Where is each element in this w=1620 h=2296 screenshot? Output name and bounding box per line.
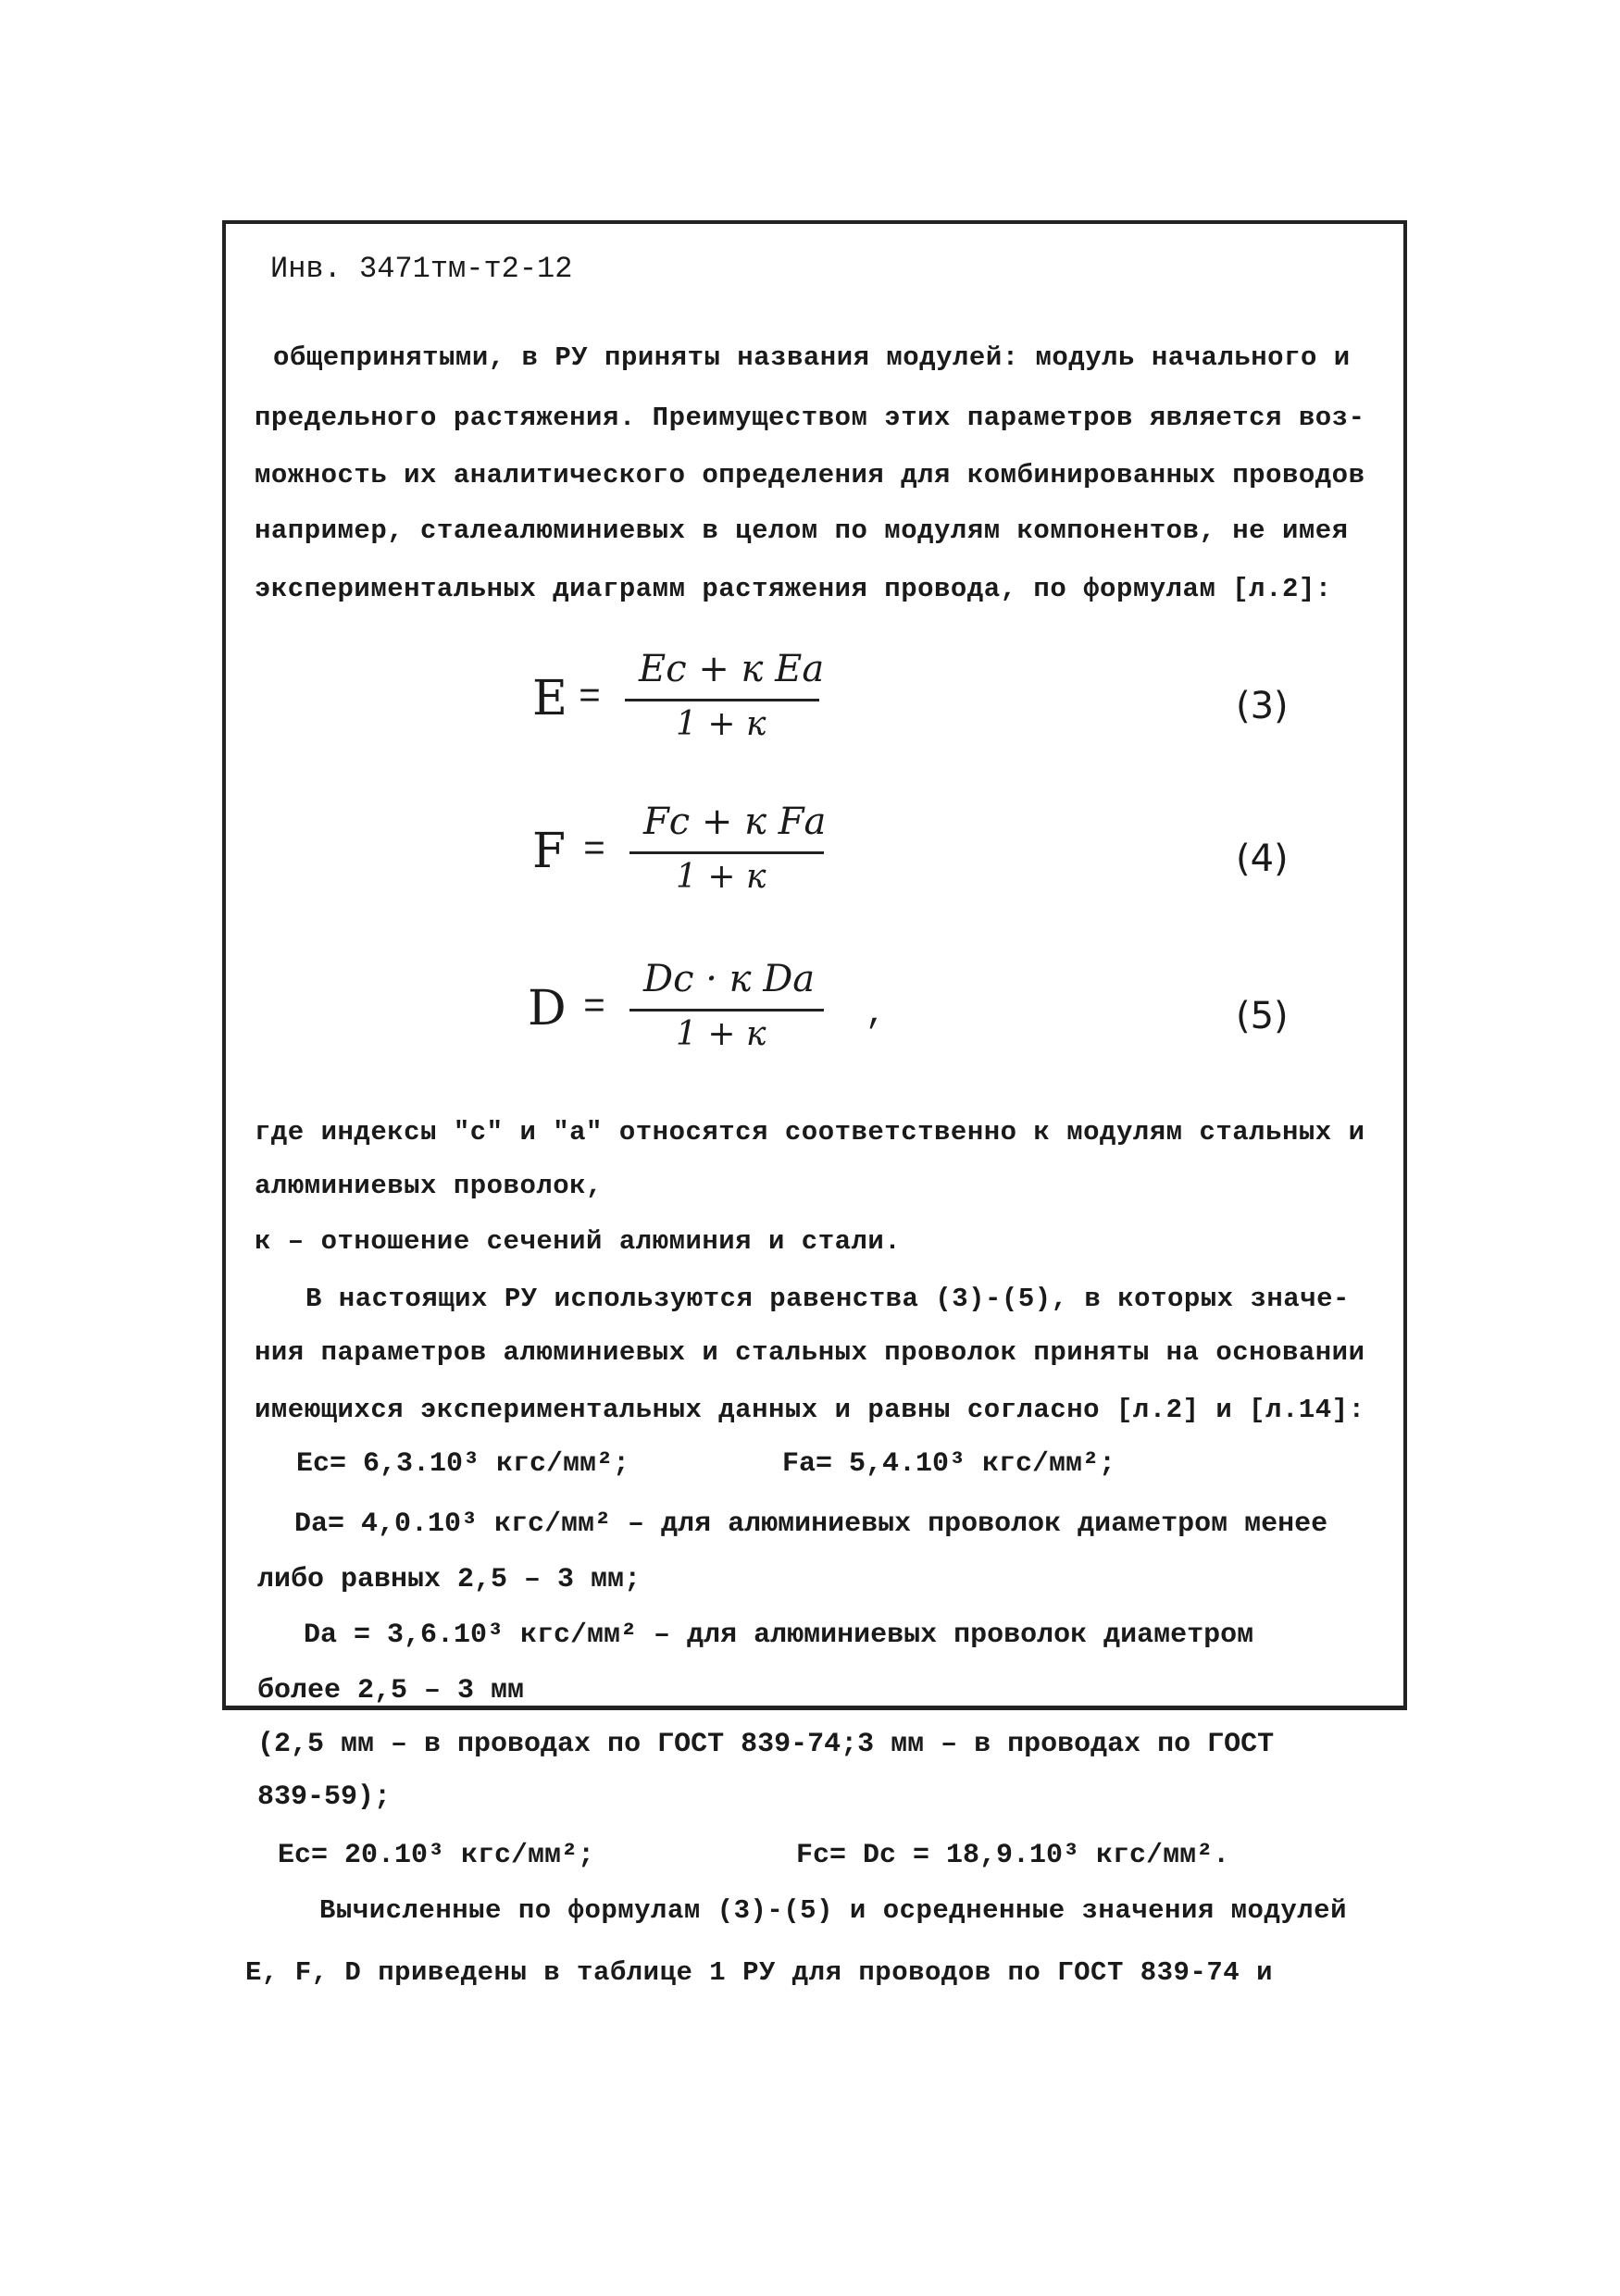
formula-numerator: Fс + к Fа	[643, 800, 827, 843]
formula-3	[0, 648, 1620, 759]
text-line: к – отношение сечений алюминия и стали.	[255, 1226, 902, 1257]
text-line: E, F, D приведены в таблице 1 РУ для проводов по ГОСТ 839-74 и	[245, 1957, 1273, 1988]
value-da-small: Dа= 4,0.10³ кгс/мм² – для алюминиевых проволок диаметром менее	[294, 1508, 1328, 1540]
text-line: имеющихся экспериментальных данных и равны согласно [л.2] и [л.14]:	[255, 1395, 1365, 1425]
formula-4	[0, 800, 1620, 912]
text-line: Вычисленные по формулам (3)-(5) и осредненные значения модулей	[319, 1895, 1347, 1926]
formula-denominator: 1 + к	[676, 705, 766, 743]
formula-5	[0, 958, 1620, 1069]
page-header: Инв. 3471тм-т2-12	[270, 252, 573, 286]
value-da-large: Dа = 3,6.10³ кгс/мм² – для алюминиевых проволок диаметром	[304, 1620, 1254, 1651]
text-line: где индексы "с" и "а" относятся соответственно к модулям стальных и	[255, 1117, 1365, 1148]
value-fc-dc: Fс= Dс = 18,9.10³ кгс/мм².	[796, 1840, 1230, 1871]
fraction-bar	[629, 851, 824, 854]
text-line: например, сталеалюминиевых в целом по модулям компонентов, не имея	[255, 515, 1349, 546]
value-da-small-cont: либо равных 2,5 – 3 мм;	[257, 1564, 642, 1595]
formula-numerator: Eс + к Eа	[639, 648, 825, 690]
text-line: предельного растяжения. Преимуществом этих параметров является воз-	[255, 403, 1365, 433]
equals-sign: =	[583, 830, 606, 872]
note-line: 839-59);	[257, 1781, 392, 1813]
fraction-bar	[629, 1009, 824, 1011]
value-da-large-cont: более 2,5 – 3 мм	[257, 1675, 525, 1706]
text-line: В настоящих РУ используются равенства (3)-(5), в которых значе-	[305, 1284, 1350, 1314]
equals-sign: =	[583, 987, 606, 1029]
note-line: (2,5 мм – в проводах по ГОСТ 839-74;3 мм – в проводах по ГОСТ	[257, 1729, 1275, 1760]
value-ec-steel-start: Eс= 6,3.10³ кгс/мм²;	[296, 1448, 630, 1480]
formula-denominator: 1 + к	[676, 1015, 766, 1053]
formula-numerator: Dс · к Dа	[643, 958, 816, 1000]
text-line: общепринятыми, в РУ приняты названия модулей: модуль начального и	[273, 342, 1351, 373]
formula-comma: ,	[866, 995, 886, 1033]
formula-lhs: E	[532, 671, 567, 726]
formula-lhs: F	[532, 824, 567, 879]
text-line: экспериментальных диаграмм растяжения провода, по формулам [л.2]:	[255, 574, 1332, 604]
equals-sign: =	[579, 677, 602, 719]
value-ec: Eс= 20.10³ кгс/мм²;	[278, 1840, 595, 1871]
text-line: можность их аналитического определения для комбинированных проводов	[255, 460, 1365, 490]
fraction-bar	[625, 699, 819, 701]
formula-number: (4)	[1236, 838, 1289, 880]
value-fa: Fа= 5,4.10³ кгс/мм²;	[782, 1448, 1116, 1480]
text-line: алюминиевых проволок,	[255, 1171, 603, 1201]
text-line: ния параметров алюминиевых и стальных проволок приняты на основании	[255, 1337, 1365, 1368]
formula-number: (5)	[1236, 995, 1289, 1037]
formula-lhs: D	[528, 981, 567, 1036]
formula-denominator: 1 + к	[676, 858, 766, 896]
formula-number: (3)	[1236, 685, 1289, 727]
